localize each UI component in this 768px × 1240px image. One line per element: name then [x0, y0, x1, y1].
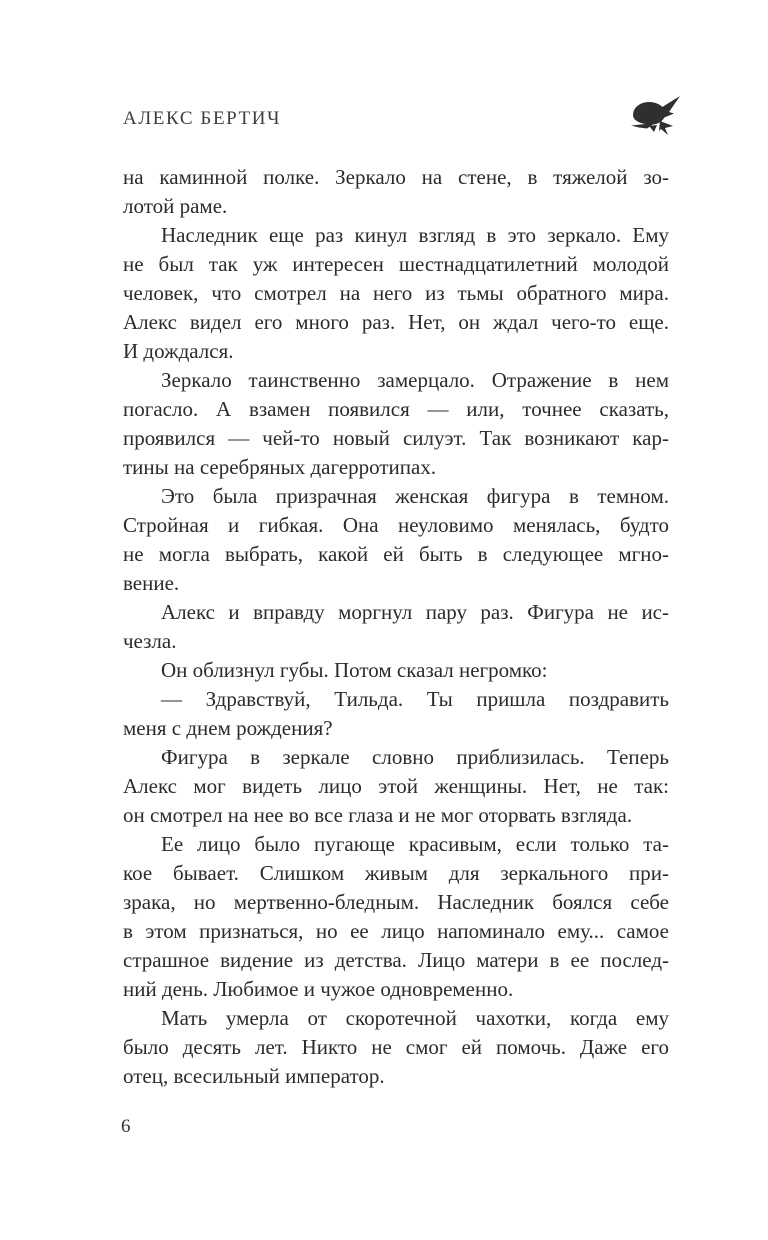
text-line: не могла выбрать, какой ей быть в следующее мгно- [123, 542, 669, 566]
winged-creature-icon [625, 95, 683, 141]
text-line: страшное видение из детства. Лицо матери в ее послед- [123, 948, 669, 972]
text-line: проявился — чей-то новый силуэт. Так возникают кар- [123, 426, 669, 450]
text-line: Зеркало таинственно замерцало. Отражение в нем [161, 368, 669, 392]
text-line: Алекс видел его много раз. Нет, он ждал чего-то еще. [123, 310, 669, 334]
text-line: Фигура в зеркале словно приблизилась. Теперь [161, 745, 669, 769]
text-line: Мать умерла от скоротечной чахотки, когда ему [161, 1006, 669, 1030]
text-line: кое бывает. Слишком живым для зеркального при- [123, 861, 669, 885]
text-line: И дождался. [123, 339, 234, 363]
text-line: ний день. Любимое и чужое одновременно. [123, 977, 514, 1001]
text-line: Алекс и вправду моргнул пару раз. Фигура не ис- [161, 600, 669, 624]
page-number: 6 [121, 1116, 131, 1137]
text-block [123, 163, 669, 1091]
text-line: Ее лицо было пугающе красивым, если только та- [161, 832, 669, 856]
text-line: не был так уж интересен шестнадцатилетний молодой [123, 252, 669, 276]
text-line: Алекс мог видеть лицо этой женщины. Нет, не так: [123, 774, 669, 798]
text-line: Он облизнул губы. Потом сказал негромко: [161, 658, 548, 682]
running-header [123, 103, 683, 147]
text-line: в этом признаться, но ее лицо напоминало ему... самое [123, 919, 669, 943]
text-line: погасло. А взамен появился — или, точнее сказать, [123, 397, 669, 421]
text-line: было десять лет. Никто не смог ей помочь. Даже его [123, 1035, 669, 1059]
text-line: зрака, но мертвенно-бледным. Наследник боялся себе [123, 890, 669, 914]
text-line: Это была призрачная женская фигура в темном. [161, 484, 669, 508]
text-line: Стройная и гибкая. Она неуловимо менялась, будто [123, 513, 669, 537]
author-name: АЛЕКС БЕРТИЧ [123, 108, 282, 129]
text-line: отец, всесильный император. [123, 1064, 385, 1088]
text-line: Наследник еще раз кинул взгляд в это зеркало. Ему [161, 223, 669, 247]
text-line: человек, что смотрел на него из тьмы обратного мира. [123, 281, 669, 305]
text-line: меня с днем рождения? [123, 716, 333, 740]
text-line: — Здравствуй, Тильда. Ты пришла поздравить [161, 687, 669, 711]
text-line: чезла. [123, 629, 177, 653]
text-line: он смотрел на нее во все глаза и не мог оторвать взгляда. [123, 803, 633, 827]
text-line: вение. [123, 571, 180, 595]
text-line: тины на серебряных дагерротипах. [123, 455, 437, 479]
text-line: лотой раме. [123, 194, 228, 218]
text-line: на каминной полке. Зеркало на стене, в тяжелой зо- [123, 165, 669, 189]
